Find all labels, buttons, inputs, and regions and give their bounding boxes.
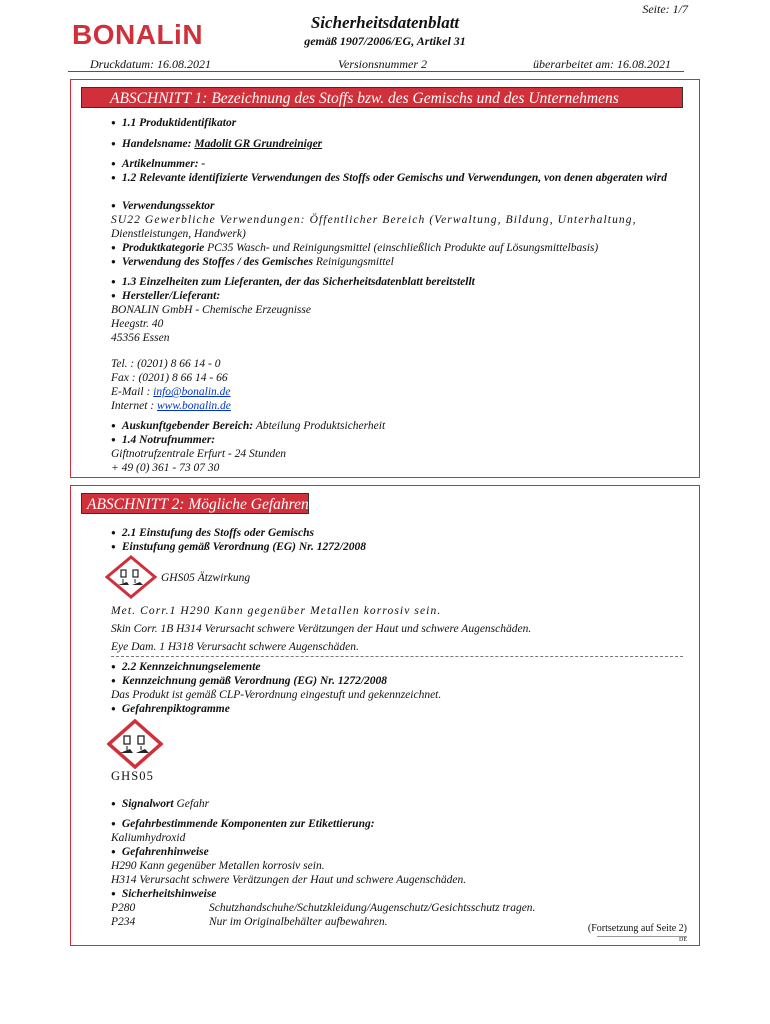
ghs05-inline-label: GHS05 Ätzwirkung <box>161 572 251 584</box>
hazard-skin-corr: Skin Corr. 1B H314 Verursacht schwere Verätzungen der Haut und schwere Augenschäden. <box>111 623 532 635</box>
company-city: 45356 Essen <box>111 332 170 344</box>
signal-word: ● Signalwort Gefahr <box>111 797 209 812</box>
use-sector-line-2: Dienstleistungen, Handwerk) <box>111 228 246 240</box>
email: E-Mail : info@bonalin.de <box>111 386 231 398</box>
section-2 <box>70 485 700 946</box>
supplier-details-heading: ● 1.3 Einzelheiten zum Lieferanten, der das Sicherheitsdatenblatt bereitstellt <box>111 275 475 290</box>
email-link[interactable]: info@bonalin.de <box>153 386 231 398</box>
section-2-title: ABSCHNITT 2: Mögliche Gefahren <box>81 493 309 514</box>
precautionary-statements-heading: ● Sicherheitshinweise <box>111 887 216 902</box>
print-date: Druckdatum: 16.08.2021 <box>90 57 211 71</box>
internet: Internet : www.bonalin.de <box>111 400 231 412</box>
h290-statement: H290 Kann gegenüber Metallen korrosiv sein. <box>111 860 325 872</box>
document-subtitle: gemäß 1907/2006/EG, Artikel 31 <box>304 34 466 48</box>
component-name: Kaliumhydroxid <box>111 832 186 844</box>
fax: Fax : (0201) 8 66 14 - 66 <box>111 372 228 384</box>
ghs05-pictogram-icon <box>107 719 163 769</box>
trade-name: ● Handelsname: Madolit GR Grundreiniger <box>111 137 322 152</box>
company-street: Heegstr. 40 <box>111 318 164 330</box>
manufacturer-heading: ● Hersteller/Lieferant: <box>111 289 220 304</box>
classification-clp-heading: ● Einstufung gemäß Verordnung (EG) Nr. 1272/2008 <box>111 540 366 555</box>
p234-statement: P234 Nur im Originalbehälter aufbewahren. <box>111 916 388 928</box>
emergency-number-heading: ● 1.4 Notrufnummer: <box>111 433 215 448</box>
telephone: Tel. : (0201) 8 66 14 - 0 <box>111 358 221 370</box>
product-category: ● Produktkategorie PC35 Wasch- und Reinigungsmittel (einschließlich Produkte auf Lösungsmittelbasis) <box>111 241 598 256</box>
website-link[interactable]: www.bonalin.de <box>156 400 231 412</box>
ghs05-label: GHS05 <box>111 769 155 783</box>
hazard-statements-heading: ● Gefahrenhinweise <box>111 845 209 860</box>
article-number: ● Artikelnummer: - <box>111 157 205 172</box>
label-elements-heading: ● 2.2 Kennzeichnungselemente <box>111 660 261 675</box>
label-clp-heading: ● Kennzeichnung gemäß Verordnung (EG) Nr. 1272/2008 <box>111 674 387 689</box>
document-title: Sicherheitsdatenblatt <box>310 13 460 32</box>
page-number: Seite: 1/7 <box>642 2 688 16</box>
revision-date: überarbeitet am: 16.08.2021 <box>533 57 671 71</box>
footer-rule <box>597 936 687 937</box>
header-divider <box>68 71 684 72</box>
language-code: DE <box>679 937 687 943</box>
label-note: Das Produkt ist gemäß CLP-Verordnung eingestuft und gekennzeichnet. <box>111 689 442 701</box>
version-number: Versionsnummer 2 <box>338 57 427 71</box>
ghs05-corrosion-icon <box>105 555 157 599</box>
product-identifier-heading: ● 1.1 Produktidentifikator <box>111 116 236 131</box>
relevant-uses-heading: ● 1.2 Relevante identifizierte Verwendungen des Stoffs oder Gemischs und Verwendungen, von denen abgeraten wird <box>111 171 685 186</box>
use-of-mixture: ● Verwendung des Stoffes / des Gemisches Reinigungsmittel <box>111 255 394 270</box>
components-heading: ● Gefahrbestimmende Komponenten zur Etikettierung: <box>111 817 375 832</box>
classification-heading: ● 2.1 Einstufung des Stoffs oder Gemischs <box>111 526 314 541</box>
p280-statement: P280 Schutzhandschuhe/Schutzkleidung/Augenschutz/Gesichtsschutz tragen. <box>111 902 536 914</box>
continued-note: (Fortsetzung auf Seite 2) <box>587 923 687 934</box>
use-sector-heading: ● Verwendungssektor <box>111 199 215 214</box>
emergency-center: Giftnotrufzentrale Erfurt - 24 Stunden <box>111 448 287 460</box>
use-sector-line-1: SU22 Gewerbliche Verwendungen: Öffentlicher Bereich (Verwaltung, Bildung, Unterhaltung, <box>111 214 637 226</box>
dashed-divider <box>111 656 683 657</box>
company-name: BONALIN GmbH - Chemische Erzeugnisse <box>111 304 311 316</box>
info-department: ● Auskunftgebender Bereich: Abteilung Produktsicherheit <box>111 419 385 434</box>
hazard-eye-dam: Eye Dam. 1 H318 Verursacht schwere Augenschäden. <box>111 641 359 653</box>
svg-text:BONALiN: BONALiN <box>72 19 204 48</box>
hazard-met-corr: Met. Corr.1 H290 Kann gegenüber Metallen korrosiv sein. <box>111 605 442 617</box>
bonalin-logo <box>72 18 214 48</box>
emergency-phone: + 49 (0) 361 - 73 07 30 <box>111 462 220 474</box>
pictograms-heading: ● Gefahrenpiktogramme <box>111 702 230 717</box>
section-1 <box>70 79 700 478</box>
section-1-title: ABSCHNITT 1: Bezeichnung des Stoffs bzw. des Gemischs und des Unternehmens <box>81 87 683 108</box>
h314-statement: H314 Verursacht schwere Verätzungen der Haut und schwere Augenschäden. <box>111 874 467 886</box>
